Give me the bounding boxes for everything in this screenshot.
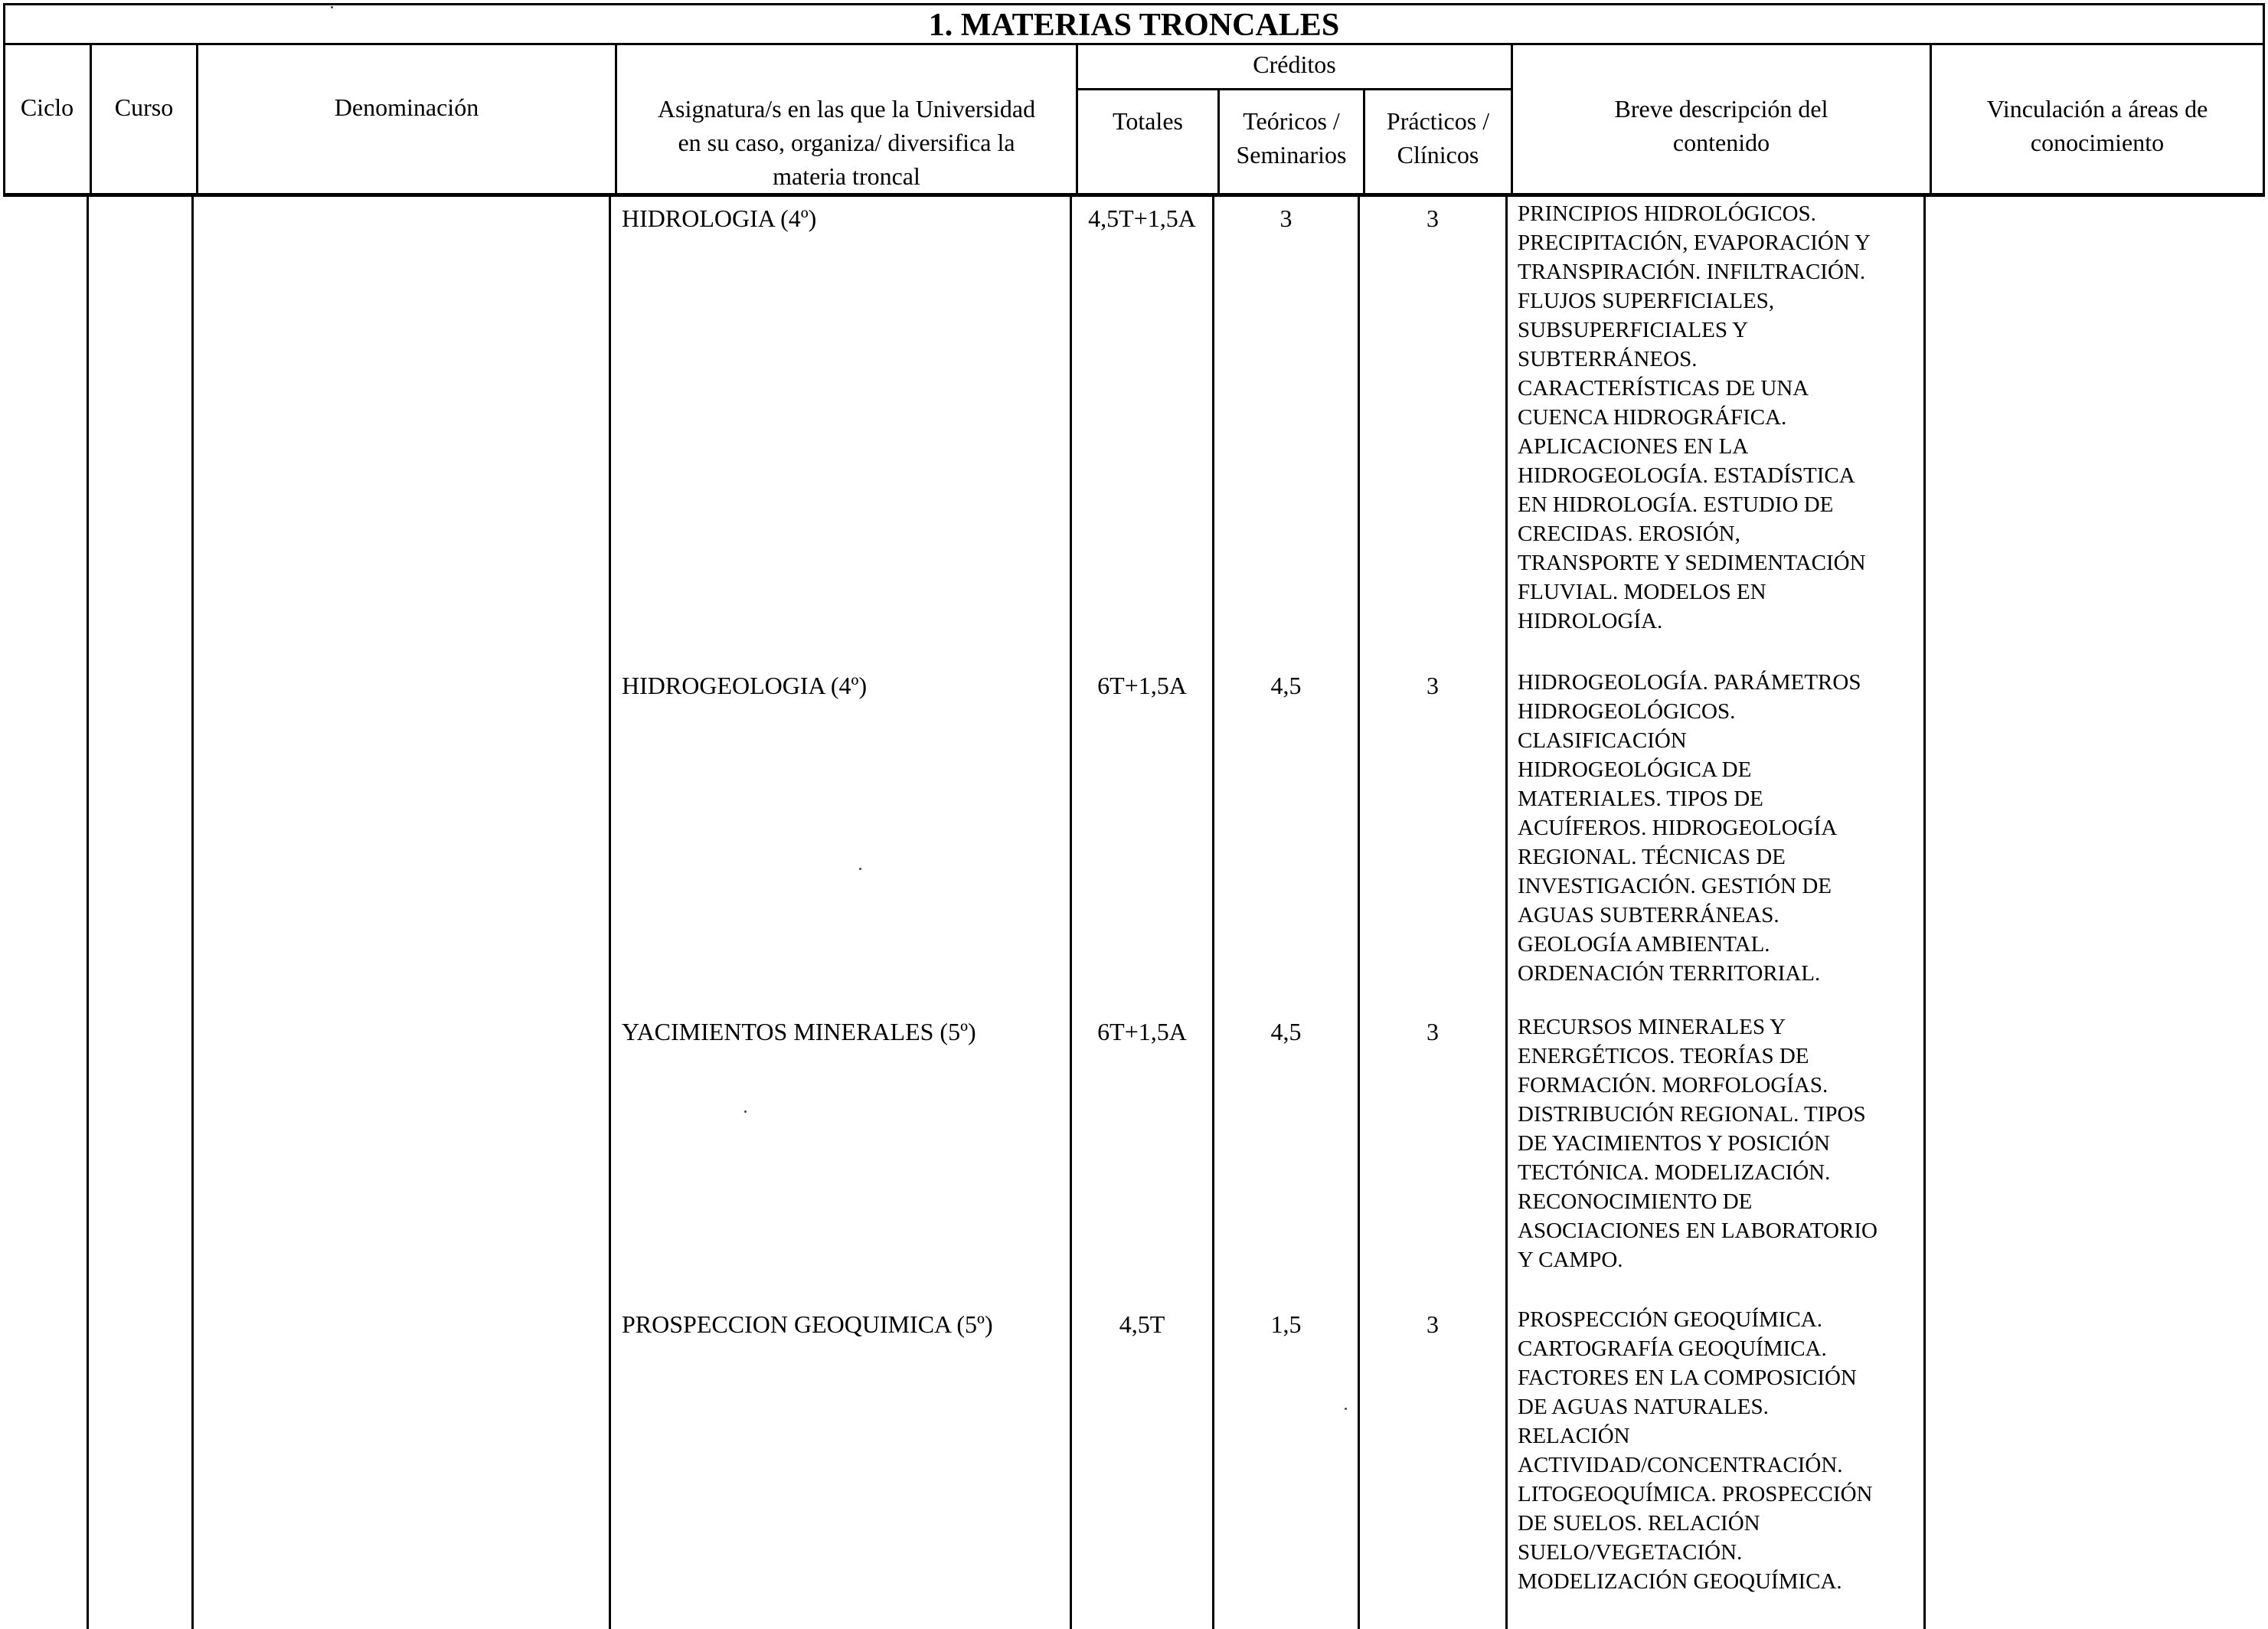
teoricos-cell: 4,5 [1270, 672, 1302, 699]
body-col-4 [1070, 197, 1072, 1629]
header-denominacion: Denominación [334, 93, 479, 121]
header-practicos: Prácticos / Clínicos [1386, 107, 1490, 168]
rule-top [3, 3, 2265, 5]
body-col-5 [1212, 197, 1214, 1629]
body-col-7 [1505, 197, 1508, 1629]
rule-creditos [1076, 88, 1511, 90]
header-teoricos: Teóricos / Seminarios [1236, 107, 1347, 168]
totales-cell: 6T+1,5A [1097, 1018, 1187, 1045]
practicos-cell: 3 [1426, 1310, 1439, 1338]
practicos-cell: 3 [1426, 672, 1439, 699]
header-curso: Curso [114, 93, 174, 121]
asignatura-cell: HIDROGEOLOGIA (4º) [622, 672, 868, 699]
asignatura-cell: PROSPECCION GEOQUIMICA (5º) [622, 1310, 993, 1338]
asignatura-cell: YACIMIENTOS MINERALES (5º) [622, 1018, 976, 1045]
scan-speck [744, 1111, 747, 1113]
body-col-2 [191, 197, 194, 1629]
scan-speck [859, 868, 861, 870]
teoricos-cell: 4,5 [1270, 1018, 1302, 1045]
practicos-cell: 3 [1426, 204, 1439, 232]
descripcion-cell: RECURSOS MINERALES Y ENERGÉTICOS. TEORÍAS DE FORMACIÓN. MORFOLOGÍAS. DISTRIBUCIÓN REGIONAL. TIPOS DE YACIMIENTOS Y POSICIÓN TECTÓNICA. MODELIZACIÓN. RECONOCIMIENTO DE ASOCIACIONES EN LABORATORIO Y CAMPO. [1518, 1015, 1877, 1272]
scan-speck [1345, 1408, 1347, 1410]
totales-cell: 4,5T [1119, 1310, 1165, 1338]
totales-cell: 6T+1,5A [1097, 672, 1187, 699]
scan-speck [331, 6, 333, 8]
header-totales: Totales [1113, 107, 1183, 135]
body-col-3 [609, 197, 611, 1629]
header-creditos: Créditos [1253, 51, 1336, 78]
descripcion-cell: PRINCIPIOS HIDROLÓGICOS. PRECIPITACIÓN, EVAPORACIÓN Y TRANSPIRACIÓN. INFILTRACIÓN. FLUJOS SUPERFICIALES, SUBSUPERFICIALES Y SUBTERRÁNEOS. CARACTERÍSTICAS DE UNA CUENCA HIDROGRÁFICA. APLICACIONES EN LA HIDROGEOLOGÍA. ESTADÍSTICA EN HIDROLOGÍA. ESTUDIO DE CRECIDAS. EROSIÓN, TRANSPORTE Y SEDIMENTACIÓN FLUVIAL. MODELOS EN HIDROLOGÍA. [1518, 201, 1871, 633]
descripcion-cell: PROSPECCIÓN GEOQUÍMICA. CARTOGRAFÍA GEOQUÍMICA. FACTORES EN LA COMPOSICIÓN DE AGUAS NATURALES. RELACIÓN ACTIVIDAD/CONCENTRACIÓN. LITOGEOQUÍMICA. PROSPECCIÓN DE SUELOS. RELACIÓN SUELO/VEGETACIÓN. MODELIZACIÓN GEOQUÍMICA. [1518, 1307, 1873, 1594]
descripcion-cell: HIDROGEOLOGÍA. PARÁMETROS HIDROGEOLÓGICOS. CLASIFICACIÓN HIDROGEOLÓGICA DE MATERIALES. TIPOS DE ACUÍFEROS. HIDROGEOLOGÍA REGIONAL. TÉCNICAS DE INVESTIGACIÓN. GESTIÓN DE AGUAS SUBTERRÁNEAS. GEOLOGÍA AMBIENTAL. ORDENACIÓN TERRITORIAL. [1518, 670, 1861, 986]
practicos-cell: 3 [1426, 1018, 1439, 1045]
header-asignatura: Asignatura/s en las que la Universidad en su caso, organiza/ diversifica la materia troncal [657, 95, 1036, 190]
table-title: 1. MATERIAS TRONCALES [928, 8, 1340, 43]
body-col-1 [87, 197, 89, 1629]
header-vinculacion: Vinculación a áreas de conocimiento [1986, 95, 2208, 156]
body-col-8 [1923, 197, 1926, 1629]
body-col-6 [1358, 197, 1360, 1629]
asignatura-cell: HIDROLOGIA (4º) [622, 204, 817, 232]
header-ciclo: Ciclo [20, 93, 74, 121]
teoricos-cell: 1,5 [1270, 1310, 1302, 1338]
totales-cell: 4,5T+1,5A [1088, 204, 1196, 232]
header-descripcion: Breve descripción del contenido [1614, 95, 1828, 156]
teoricos-cell: 3 [1279, 204, 1292, 232]
